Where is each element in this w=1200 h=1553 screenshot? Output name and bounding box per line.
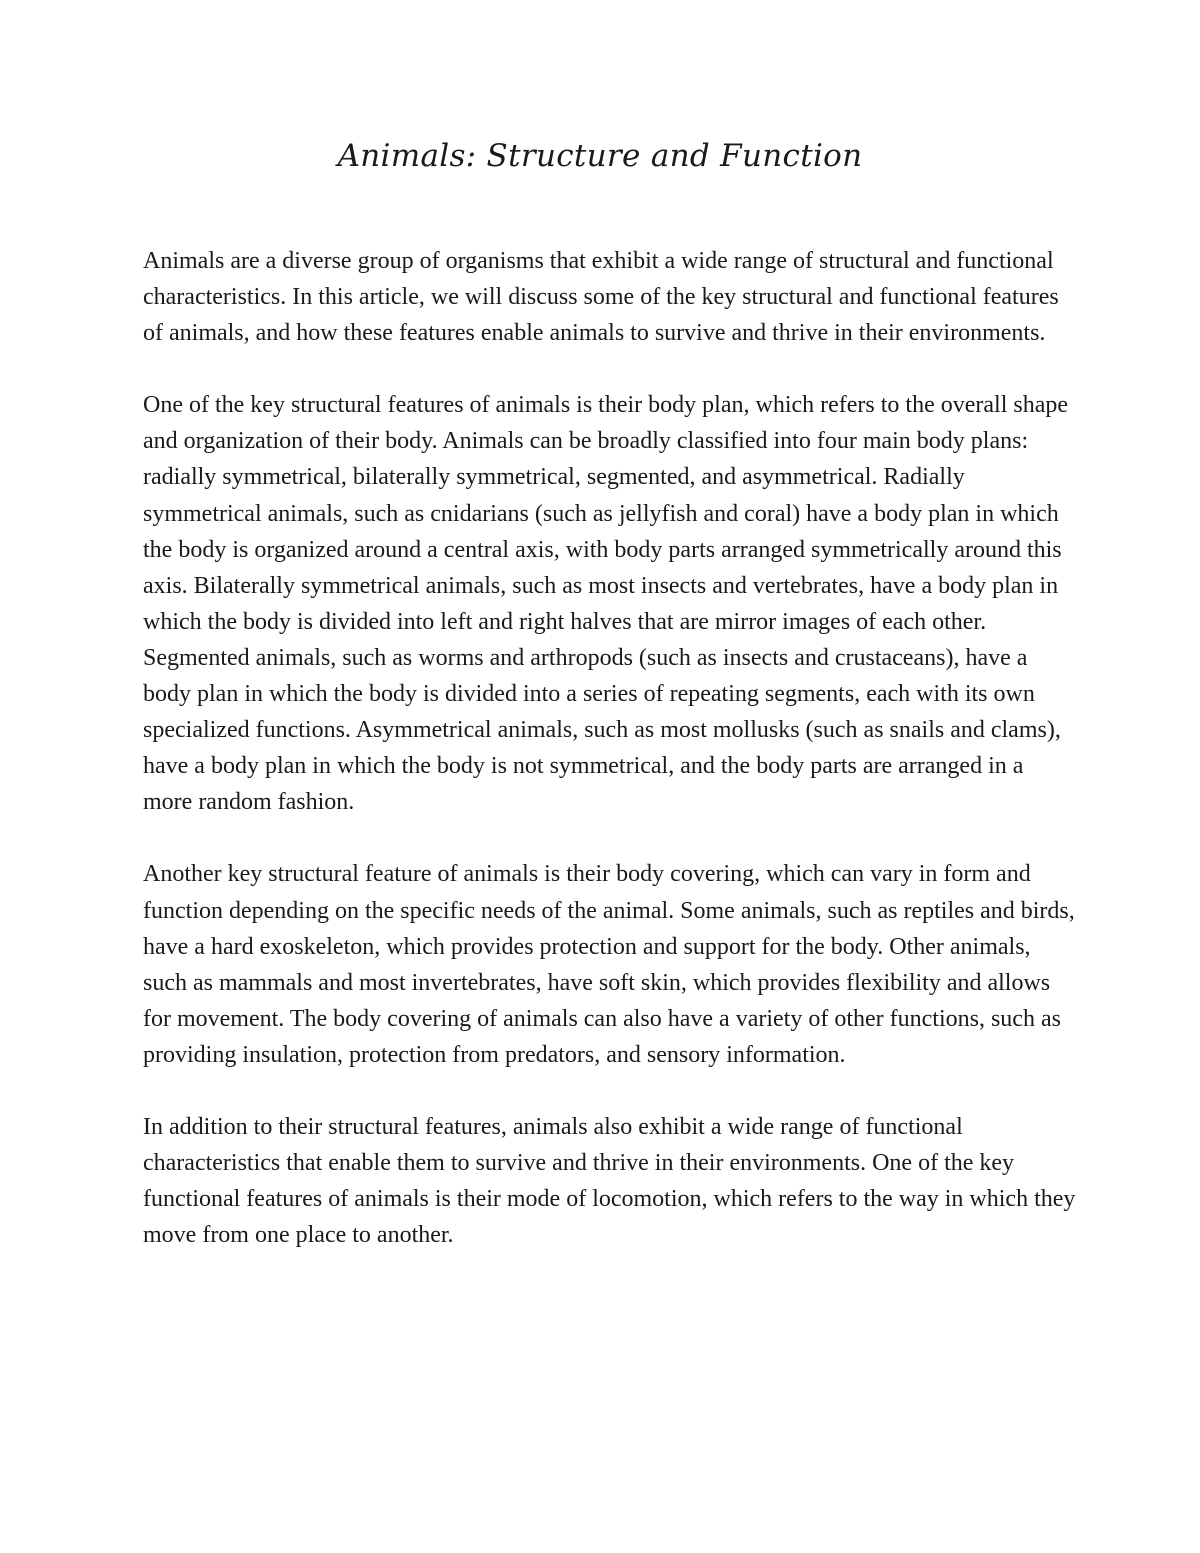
page-title: Animals: Structure and Function — [337, 138, 863, 174]
paragraph-functional: In addition to their structural features, animals also exhibit a wide range of functional characteristics that enable them to survive and thrive in their environments. One of the key functional features of animals is their mode of locomotion, which refers to the way in which they move from one place to another. — [143, 1113, 1076, 1249]
paragraph-body-covering: Another key structural feature of animals is their body covering, which can vary in form and function depending on the specific needs of the animal. Some animals, such as reptiles and birds, have a hard exoskeleton, which provides protection and support for the body. Other animals, such as mammals and most invertebrates, have soft skin, which provides flexibility and allows for movement. The body covering of animals can also have a variety of other functions, such as providing insulation, protection from predators, and sensory information. — [143, 861, 1075, 1068]
paragraph-intro: Animals are a diverse group of organisms that exhibit a wide range of structural and functional characteristics. In this article, we will discuss some of the key structural and functional features of animals, and how these features enable animals to survive and thrive in their environments. — [143, 248, 1059, 347]
document-body — [143, 243, 1078, 1289]
paragraph-body-plan: One of the key structural features of animals is their body plan, which refers to the overall shape and organization of their body. Animals can be broadly classified into four main body plans: radially symmetrical, bilaterally symmetrical, segmented, and asymmetrical. Radially symmetrical animals, such as cnidarians (such as jellyfish and coral) have a body plan in which the body is organized around a central axis, with body parts arranged symmetrically around this axis. Bilaterally symmetrical animals, such as most insects and vertebrates, have a body plan in which the body is divided into left and right halves that are mirror images of each other. Segmented animals, such as worms and arthropods (such as insects and crustaceans), have a body plan in which the body is divided into a series of repeating segments, each with its own specialized functions. Asymmetrical animals, such as most mollusks (such as snails and clams), have a body plan in which the body is not symmetrical, and the body parts are arranged in a more random fashion. — [143, 392, 1069, 816]
